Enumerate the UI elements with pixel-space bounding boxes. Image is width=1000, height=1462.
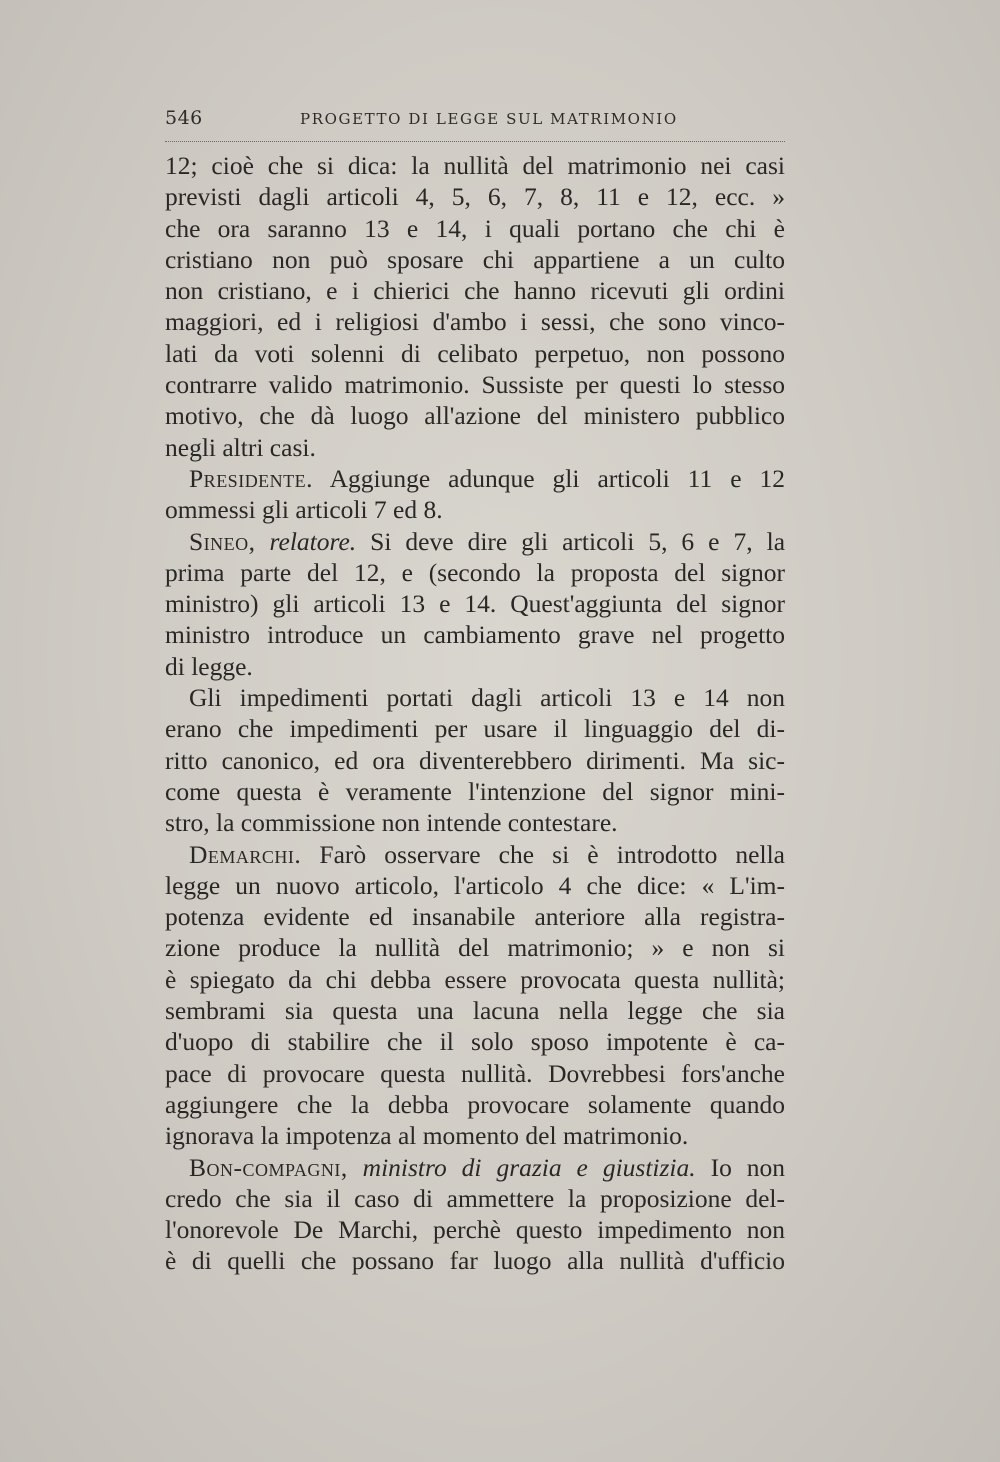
text-line: prima parte del 12, e (secondo la proposta del signor <box>165 557 785 587</box>
text-line: negli altri casi. <box>165 432 316 462</box>
speaker-name: Presidente. <box>189 463 314 493</box>
text-line: d'uopo di stabilire che il solo sposo impotente è ca- <box>165 1027 785 1057</box>
text-line: Gli impedimenti portati dagli articoli 13 e 14 non <box>189 683 785 713</box>
text-line: ritto canonico, ed ora diventerebbero dirimenti. Ma sic- <box>165 745 785 775</box>
text-line: Demarchi. Farò osservare che si è introdotto nella <box>189 839 785 869</box>
text-line: Presidente. Aggiunge adunque gli articoli 11 e 12 <box>189 463 785 493</box>
text-line: aggiungere che la debba provocare solamente quando <box>165 1089 785 1119</box>
text-line: non cristiano, e i chierici che hanno ricevuti gli ordini <box>165 276 785 306</box>
speaker-name: Sineo, <box>189 526 256 556</box>
speaker-role: relatore. <box>255 526 357 556</box>
running-title: PROGETTO DI LEGGE SUL MATRIMONIO <box>300 110 678 128</box>
speaker-name: Demarchi. <box>189 839 302 869</box>
text-line: contrarre valido matrimonio. Sussiste per questi lo stesso <box>165 370 785 400</box>
text-line: ignorava la impotenza al momento del matrimonio. <box>165 1121 689 1151</box>
text-line: ministro) gli articoli 13 e 14. Quest'aggiunta del signor <box>165 589 785 619</box>
text-line: che ora saranno 13 e 14, i quali portano che chi è <box>165 213 785 243</box>
body-text <box>165 150 785 1277</box>
text-line: di legge. <box>165 651 253 681</box>
speaker-name: Bon-compagni, <box>189 1152 348 1182</box>
text-line: previsti dagli articoli 4, 5, 6, 7, 8, 11 e 12, ecc. » <box>165 182 785 212</box>
page-header <box>165 103 785 137</box>
text-line: erano che impedimenti per usare il linguaggio del di- <box>165 714 785 744</box>
text-line: Sineo, relatore. Si deve dire gli articoli 5, 6 e 7, la <box>189 526 786 556</box>
text-line: legge un nuovo articolo, l'articolo 4 che dice: « L'im- <box>165 870 785 900</box>
text-line: 12; cioè che si dica: la nullità del matrimonio nei casi <box>165 151 785 180</box>
text-line: credo che sia il caso di ammettere la proposizione del- <box>165 1183 785 1213</box>
text-line: pace di provocare questa nullità. Dovrebbesi fors'anche <box>165 1058 785 1088</box>
text-line: cristiano non può sposare chi appartiene a un culto <box>165 244 785 274</box>
text-line: sembrami sia questa una lacuna nella legge che sia <box>165 996 785 1026</box>
text-line: è spiegato da chi debba essere provocata questa nullità; <box>165 964 785 994</box>
text-line: stro, la commissione non intende contestare. <box>165 808 618 838</box>
page-number: 546 <box>165 107 203 129</box>
text-line: ministro introduce un cambiamento grave nel progetto <box>165 620 785 650</box>
text-line: Bon-compagni, ministro di grazia e giustizia. Io non <box>189 1152 786 1182</box>
text-line: lati da voti solenni di celibato perpetuo, non possono <box>165 338 785 368</box>
text-line: l'onorevole De Marchi, perchè questo impedimento non <box>165 1215 785 1245</box>
text-line: è di quelli che possano far luogo alla nullità d'ufficio <box>165 1246 785 1276</box>
text-line: maggiori, ed i religiosi d'ambo i sessi, che sono vinco- <box>165 307 785 337</box>
text-line: zione produce la nullità del matrimonio; » e non si <box>165 933 785 963</box>
header-rule <box>165 141 785 142</box>
text-line: come questa è veramente l'intenzione del signor mini- <box>165 776 785 806</box>
text-line: motivo, che dà luogo all'azione del ministero pubblico <box>165 401 785 431</box>
speaker-role: ministro di grazia e giustizia. <box>347 1152 696 1182</box>
text-line: potenza evidente ed insanabile anteriore alla registra- <box>165 902 785 932</box>
text-line: ommessi gli articoli 7 ed 8. <box>165 495 443 525</box>
